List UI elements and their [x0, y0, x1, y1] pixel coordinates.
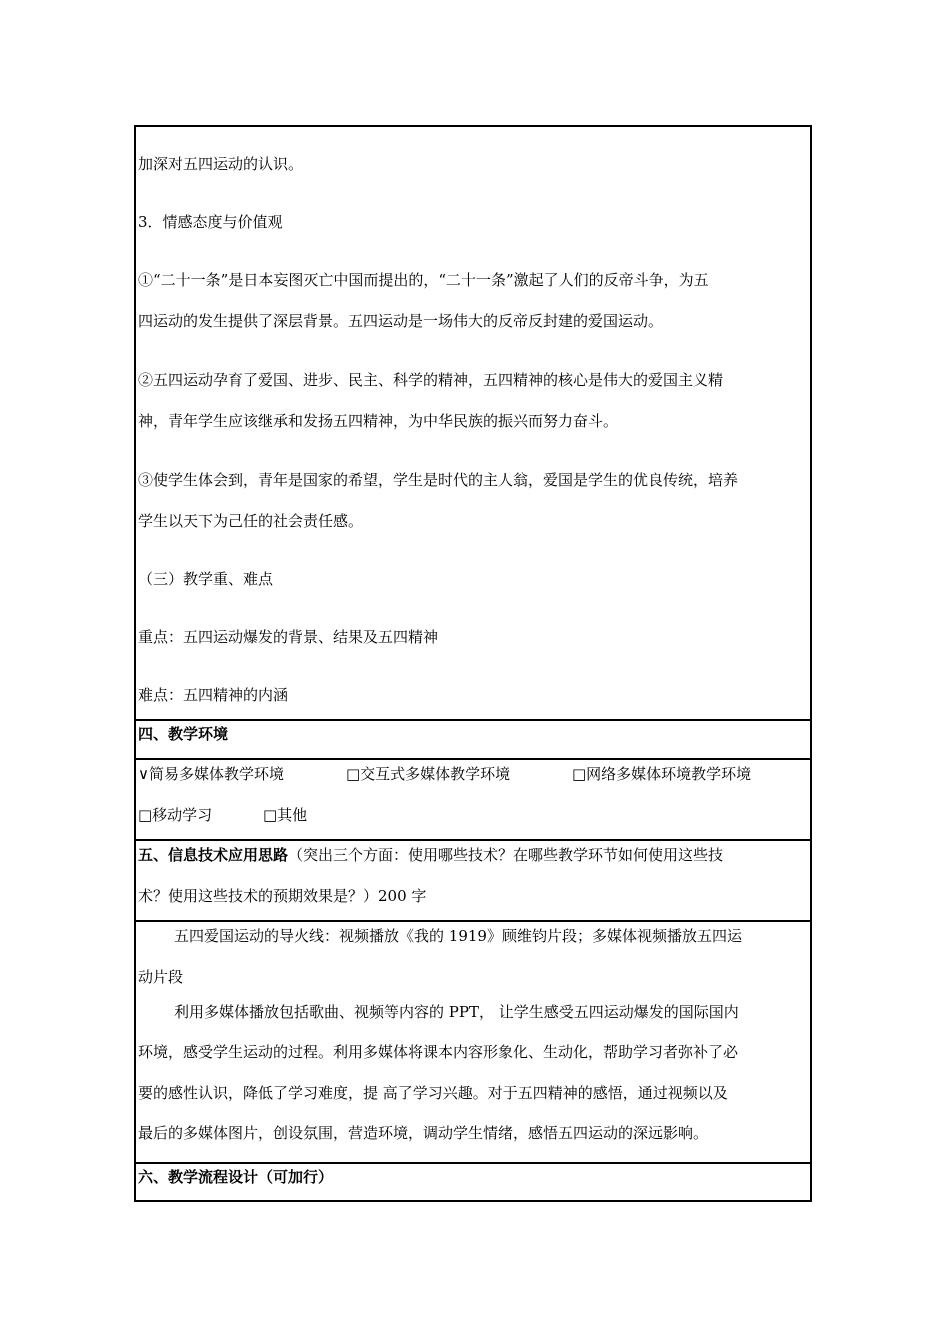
row-divider [136, 920, 810, 922]
row-divider [136, 1162, 810, 1164]
key-points-title: （三）教学重、难点 [138, 570, 274, 588]
section3-title: 3．情感态度与价值观 [138, 213, 283, 231]
it-para2-line3: 要的感性认识，降低了学习难度，提 高了学习兴趣。对于五四精神的感悟，通过视频以及 [138, 1084, 728, 1102]
key-point-difficulty: 难点：五四精神的内涵 [138, 686, 289, 704]
it-application-heading-line2: 术？使用这些技术的预期效果是？）200 字 [138, 887, 427, 905]
it-para1-line2: 动片段 [138, 968, 184, 986]
flow-heading: 六、教学流程设计（可加行） [138, 1168, 334, 1186]
env-option-simple-multimedia[interactable]: ∨简易多媒体教学环境 [138, 765, 284, 783]
it-application-heading-title: 五、信息技术应用思路 [138, 846, 289, 864]
it-para2-line2: 环境，感受学生运动的过程。利用多媒体将课本内容形象化、生动化，帮助学习者弥补了必 [138, 1043, 739, 1061]
item2-line2: 神，青年学生应该继承和发扬五四精神，为中华民族的振兴而努力奋斗。 [138, 412, 619, 430]
env-option-network-multimedia[interactable]: □网络多媒体环境教学环境 [572, 765, 752, 783]
it-para2-line1: 利用多媒体播放包括歌曲、视频等内容的 PPT， 让学生感受五四运动爆发的国际国内 [174, 1003, 739, 1021]
item3-line2: 学生以天下为己任的社会责任感。 [138, 512, 364, 530]
it-application-heading-note: （突出三个方面：使用哪些技术？在哪些教学环节如何使用这些技 [288, 846, 724, 864]
env-option-other[interactable]: □其他 [263, 806, 308, 824]
env-option-interactive-multimedia[interactable]: □交互式多媒体教学环境 [346, 765, 511, 783]
it-para2-line4: 最后的多媒体图片，创设氛围，营造环境，调动学生情绪，感悟五四运动的深远影响。 [138, 1124, 709, 1142]
env-option-mobile-learning[interactable]: □移动学习 [138, 806, 213, 824]
item3-line1: ③使学生体会到，青年是国家的希望，学生是时代的主人翁，爱国是学生的优良传统，培养 [138, 471, 739, 489]
row-divider [136, 719, 810, 721]
it-para1-line1: 五四爱国运动的导火线：视频播放《我的 1919》顾维钧片段；多媒体视频播放五四运 [174, 927, 742, 945]
row-divider [136, 839, 810, 841]
item2-line1: ②五四运动孕育了爱国、进步、民主、科学的精神，五四精神的核心是伟大的爱国主义精 [138, 371, 724, 389]
it-application-heading [138, 845, 723, 865]
item1-line1: ①“二十一条”是日本妄图灭亡中国而提出的，“二十一条”激起了人们的反帝斗争，为五 [138, 271, 709, 289]
key-point-focus: 重点：五四运动爆发的背景、结果及五四精神 [138, 628, 439, 646]
objective-continued-text: 加深对五四运动的认识。 [138, 155, 304, 173]
item1-line2: 四运动的发生提供了深层背景。五四运动是一场伟大的反帝反封建的爱国运动。 [138, 312, 664, 330]
environment-heading: 四、教学环境 [138, 725, 229, 743]
row-divider [136, 758, 810, 760]
lesson-plan-table [134, 125, 812, 1202]
